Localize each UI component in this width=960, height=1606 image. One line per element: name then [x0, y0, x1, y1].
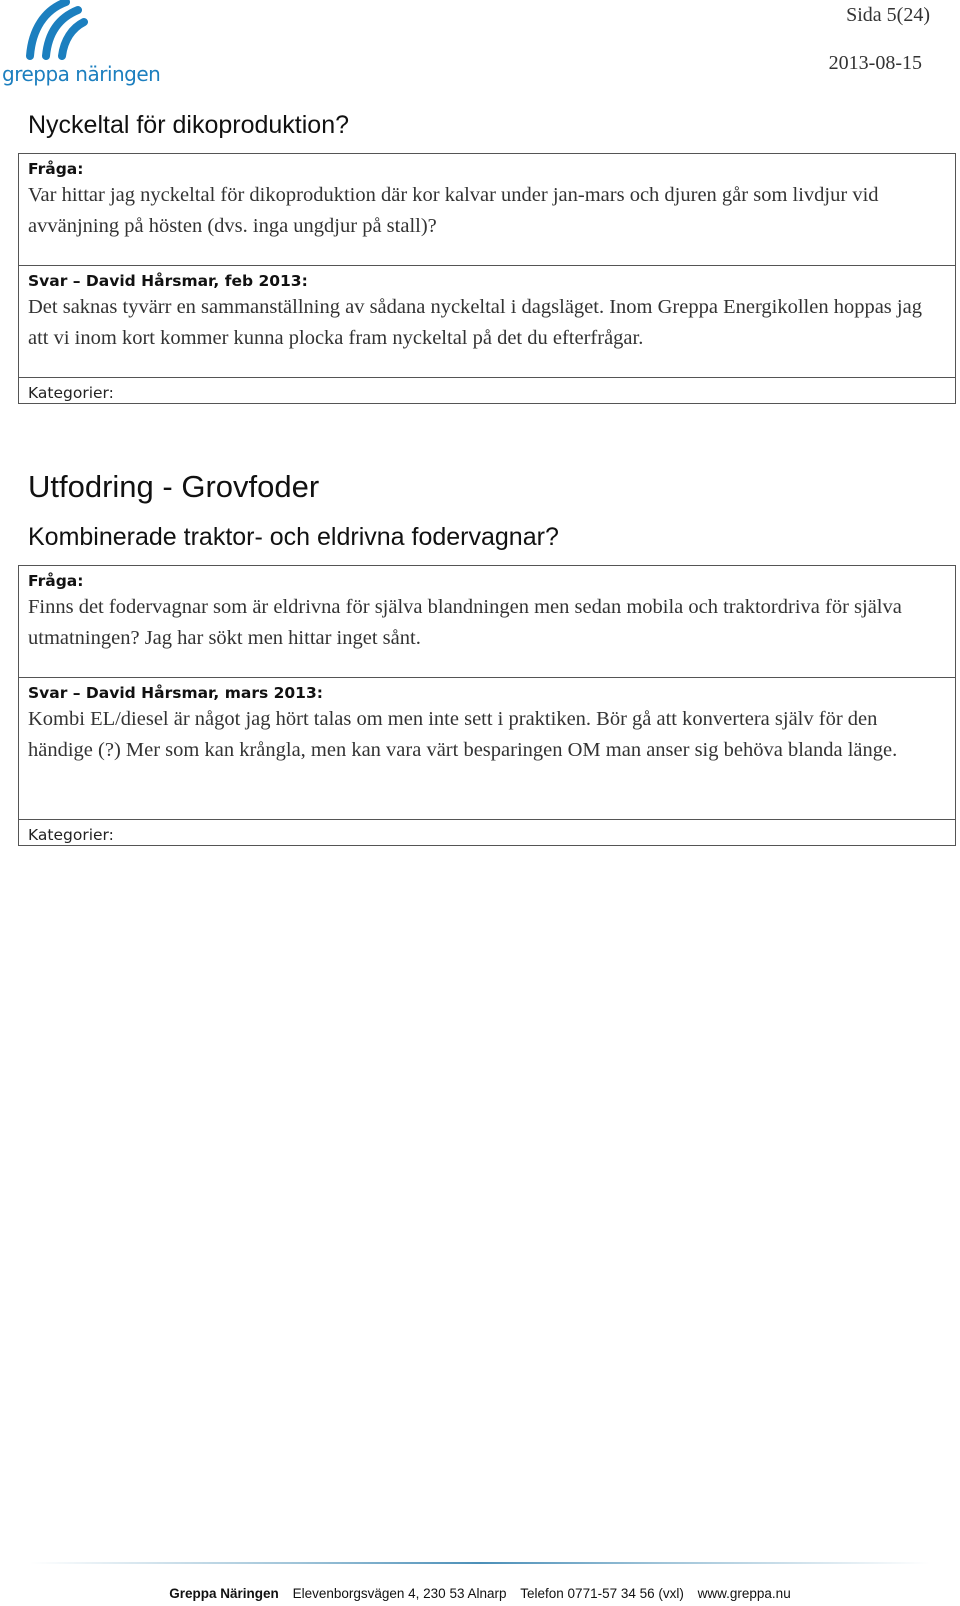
question-text: Finns det fodervagnar som är eldrivna för själva blandningen men sedan mobila och traktordriva för själva utmatningen? Jag har sökt men hittar inget sånt.: [28, 596, 902, 649]
categories-cell: [19, 820, 955, 845]
qa-box: [18, 153, 956, 404]
categories-label: Kategorier:: [28, 826, 114, 844]
answer-text: Det saknas tyvärr en sammanställning av sådana nyckeltal i dagsläget. Inom Greppa Energikollen hoppas jag att vi inom kort kommer kunna plocka fram nyckeltal på det du efterfrågar.: [28, 296, 922, 349]
footer-website-link[interactable]: www.greppa.nu: [697, 1586, 791, 1601]
footer-address: Elevenborgsvägen 4, 230 53 Alnarp: [292, 1586, 507, 1601]
answer-cell: [19, 678, 955, 820]
footer-org: Greppa Näringen: [169, 1586, 279, 1601]
footer-divider: [30, 1562, 930, 1564]
footer: [0, 1586, 960, 1601]
question-title: Kombinerade traktor- och eldrivna fodervagnar?: [28, 523, 559, 551]
categories-label: Kategorier:: [28, 384, 114, 402]
answer-text: Kombi EL/diesel är något jag hört talas om men inte sett i praktiken. Bör gå att konvertera själv för den händige (?) Mer som kan krångla, men kan vara värt besparingen OM man anser sig behöva blanda länge.: [28, 708, 898, 761]
answer-label: Svar – David Hårsmar, feb 2013:: [28, 272, 308, 290]
logo-text: greppa näringen: [2, 62, 161, 86]
question-label: Fråga:: [28, 572, 84, 590]
qa-box: [18, 565, 956, 846]
question-cell: [19, 566, 955, 678]
question-cell: [19, 154, 955, 266]
question-label: Fråga:: [28, 160, 84, 178]
answer-label: Svar – David Hårsmar, mars 2013:: [28, 684, 323, 702]
question-text: Var hittar jag nyckeltal för dikoproduktion där kor kalvar under jan-mars och djuren går som livdjur vid avvänjning på hösten (dvs. inga ungdjur på stall)?: [28, 184, 879, 237]
greppa-logo: [0, 0, 170, 92]
question-title: Nyckeltal för dikoproduktion?: [28, 111, 349, 139]
answer-cell: [19, 266, 955, 378]
document-date: 2013-08-15: [828, 52, 922, 74]
section-heading: Utfodring - Grovfoder: [28, 469, 320, 504]
categories-cell: [19, 378, 955, 403]
page-number: Sida 5(24): [846, 4, 930, 26]
greppa-logo-swoosh-icon: [24, 0, 88, 60]
footer-phone: Telefon 0771-57 34 56 (vxl): [520, 1586, 684, 1601]
